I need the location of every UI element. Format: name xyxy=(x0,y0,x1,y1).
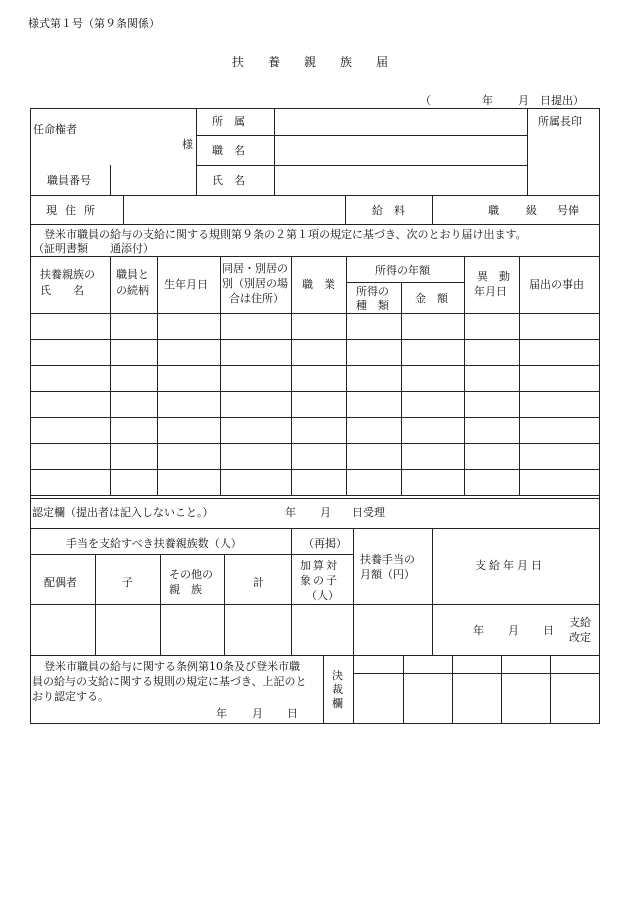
grade-label: 職 級 xyxy=(488,204,545,217)
col-dependent-2: 氏 名 xyxy=(40,284,84,297)
spouse-label: 配偶者 xyxy=(44,576,77,589)
staff-number-label: 職員番号 xyxy=(47,174,91,187)
col-income: 所得の年額 xyxy=(375,264,430,277)
allowance-2: 月額（円） xyxy=(360,568,415,581)
sama-label: 様 xyxy=(182,138,193,151)
repeat-label: （再掲） xyxy=(303,537,347,550)
form-title: 扶養親族届 xyxy=(232,55,413,69)
step-label: 号俸 xyxy=(557,204,579,217)
affiliation-label: 所 属 xyxy=(212,115,245,128)
decision-label: 決裁欄 xyxy=(332,669,343,710)
statement-line1: 登米市職員の給与の支給に関する規則第９条の２第１項の規定に基づき、次のとおり届け出ます。 xyxy=(44,228,527,241)
certify-year: 年 xyxy=(216,707,227,720)
certify-month: 月 xyxy=(252,707,263,720)
child-label: 子 xyxy=(122,576,133,589)
added-2: 象の子 xyxy=(300,574,339,587)
added-1: 加算対 xyxy=(300,559,339,572)
submit-day: 日提出） xyxy=(540,94,584,107)
col-change-2: 年月日 xyxy=(474,285,507,298)
added-3: （人） xyxy=(306,589,339,602)
submit-year: 年 xyxy=(482,94,493,107)
address-label: 現住所 xyxy=(46,204,103,217)
col-cohab-2: 別（別居の場 xyxy=(222,277,288,290)
col-reason: 届出の事由 xyxy=(529,278,584,291)
count-header: 手当を支給すべき扶養親族数（人） xyxy=(66,537,242,550)
position-label: 職 名 xyxy=(212,144,245,157)
col-job: 職 業 xyxy=(302,278,335,291)
col-relation-1: 職員と xyxy=(116,268,149,281)
certify-line3: おり認定する。 xyxy=(32,690,109,703)
approval-heading: 認定欄（提出者は記入しないこと。） xyxy=(32,506,214,519)
pay-rev-1: 支給 xyxy=(569,616,591,629)
submit-month: 月 xyxy=(518,94,529,107)
col-relation-2: の続柄 xyxy=(116,284,149,297)
received-year: 年 xyxy=(285,506,296,519)
form-number: 様式第１号（第９条関係） xyxy=(28,17,160,30)
statement-line2: （証明書類 通添付） xyxy=(33,242,154,255)
other-1: その他の xyxy=(169,568,213,581)
certify-day: 日 xyxy=(287,707,298,720)
allowance-1: 扶養手当の xyxy=(360,553,415,566)
col-change-1: 異 動 xyxy=(477,270,510,283)
name-label: 氏 名 xyxy=(212,174,245,187)
chief-seal-label: 所属長印 xyxy=(538,115,582,128)
col-birth: 生年月日 xyxy=(164,278,208,291)
certify-line2: 員の給与の支給に関する規則の規定に基づき、上記のと xyxy=(32,675,307,688)
received-month: 月 xyxy=(320,506,331,519)
received-day: 日受理 xyxy=(352,506,385,519)
submit-open: （ xyxy=(420,94,431,107)
col-amount: 金 額 xyxy=(415,292,448,305)
col-income-type-2: 種 類 xyxy=(356,299,389,312)
pay-rev-2: 改定 xyxy=(569,631,591,644)
pay-date-label: 支給年月日 xyxy=(475,559,545,572)
other-2: 親 族 xyxy=(169,583,202,596)
pay-month: 月 xyxy=(508,624,519,637)
salary-label: 給 料 xyxy=(372,204,405,217)
appointer-label: 任命権者 xyxy=(33,123,77,136)
col-cohab-3: 合は住所） xyxy=(229,292,284,305)
pay-day: 日 xyxy=(543,624,554,637)
pay-year: 年 xyxy=(473,624,484,637)
col-cohab-1: 同居・別居の xyxy=(222,262,288,275)
col-dependent-1: 扶養親族の xyxy=(40,268,95,281)
col-income-type-1: 所得の xyxy=(356,285,389,298)
total-label: 計 xyxy=(253,576,264,589)
certify-line1: 登米市職員の給与に関する条例第10条及び登米市職 xyxy=(44,660,300,673)
